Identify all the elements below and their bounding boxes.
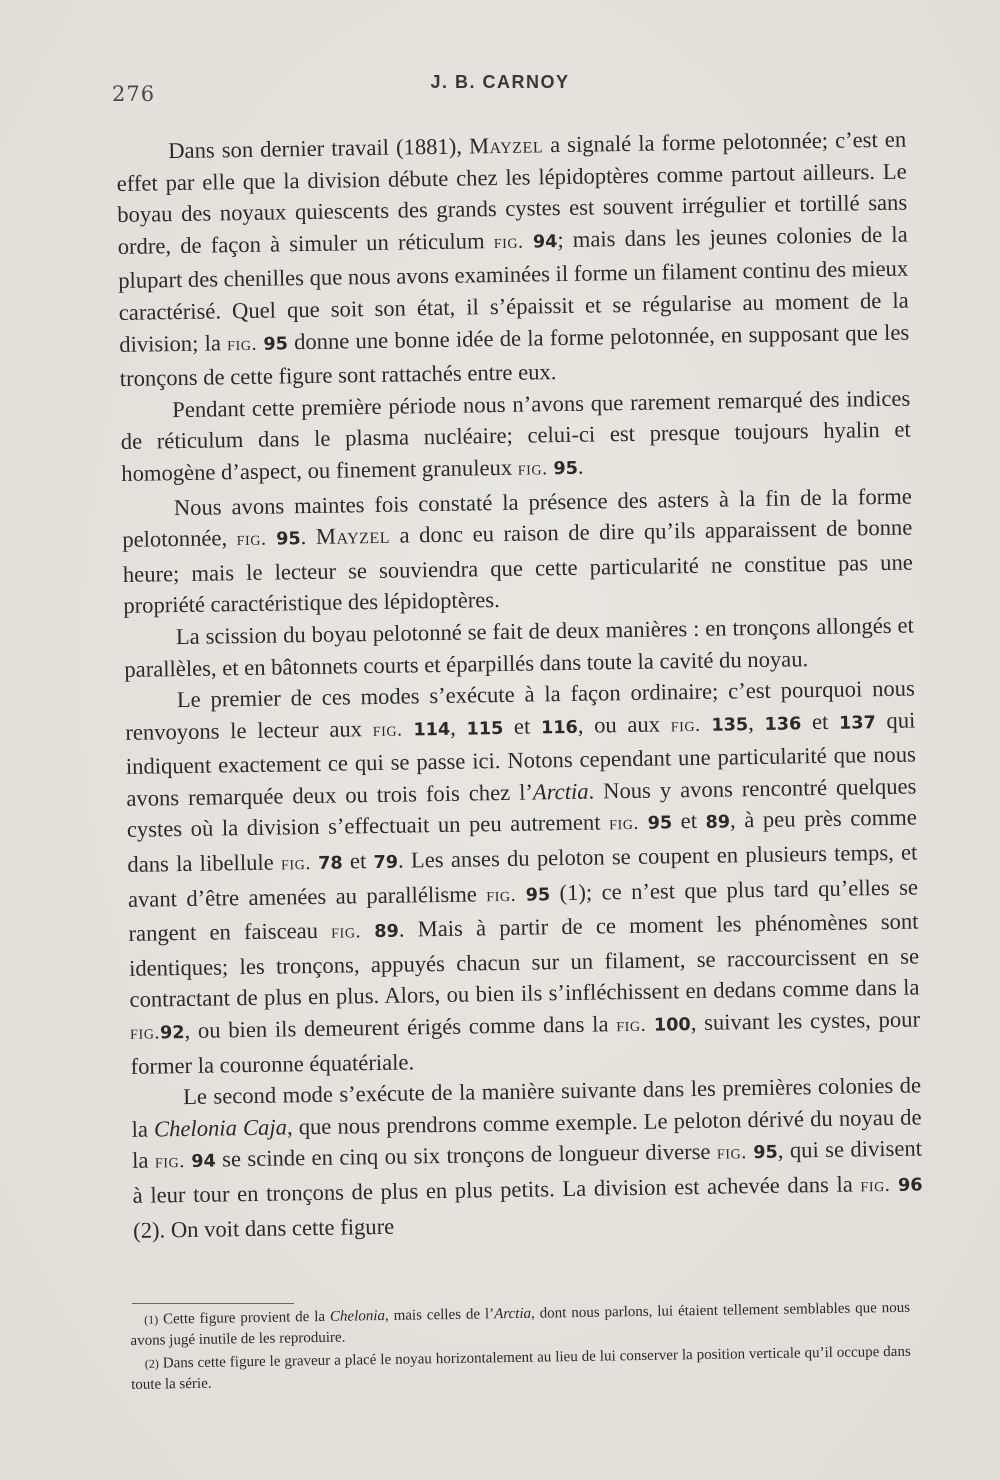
text-run: (1); ce n’est que plus tard qu’elles se rangent en faisceau bbox=[128, 874, 919, 947]
text-run: . bbox=[577, 453, 584, 479]
figure-ref-label: fig. bbox=[616, 1013, 647, 1037]
text-run: et bbox=[801, 708, 840, 734]
text-run: qui indiquent exactement ce qui se passe ici. Notons cependant une particularité que nous avons remarquée deux ou trois fois chez l’ bbox=[125, 707, 917, 811]
figure-number: 92 bbox=[159, 1023, 185, 1044]
figure-ref-label: fig. bbox=[486, 883, 517, 906]
figure-number: 89 bbox=[374, 921, 400, 943]
text-run: . Mais à partir de ce moment les phénomènes sont identiques; les tronçons, appuyés chacun sur un filament, se raccourcissent en se contractant de plus en plus. Alors, ou bien ils s’infléchissent en dedans comme dans la bbox=[128, 908, 920, 1013]
body-text bbox=[116, 124, 923, 1246]
paragraph bbox=[116, 124, 910, 395]
page-number: 276 bbox=[112, 82, 156, 106]
figure-ref-label: fig. bbox=[372, 718, 403, 741]
text-run bbox=[700, 710, 711, 735]
figure-number: 95 bbox=[647, 813, 673, 835]
figure-number: 95 bbox=[753, 1143, 778, 1164]
figure-ref-label: fig. bbox=[236, 527, 267, 551]
figure-ref-label: fig. bbox=[716, 1141, 748, 1165]
text-run: . bbox=[300, 524, 317, 550]
figure-number: 116 bbox=[540, 717, 578, 739]
figure-ref-label: fig. bbox=[517, 457, 548, 480]
text-run: , à peu près comme dans la libellule bbox=[127, 804, 917, 877]
figure-number: 95 bbox=[263, 333, 289, 355]
text-run: Cette figure provient de la bbox=[158, 1308, 331, 1328]
italic-term: Arctia bbox=[532, 778, 589, 805]
text-run bbox=[361, 917, 375, 942]
text-run: , suivant les cystes, pour former la couronne équatériale. bbox=[130, 1006, 921, 1079]
text-run bbox=[266, 525, 276, 550]
text-run: Le premier de ces modes s’exécute à la façon ordinaire; c’est pourquoi nous renvoyons le lecteur aux bbox=[125, 675, 915, 745]
figure-ref-label: fig. bbox=[331, 920, 362, 943]
figure-number: 137 bbox=[838, 712, 876, 734]
text-run: , bbox=[747, 709, 765, 735]
text-run: Dans son dernier travail (1881), bbox=[168, 133, 470, 164]
text-run: , bbox=[449, 714, 467, 740]
footnote-mark: (1) bbox=[144, 1312, 159, 1327]
figure-number: 94 bbox=[191, 1151, 216, 1173]
text-run: Le second mode s’exécute de la manière suivante dans les premières colonies de la bbox=[131, 1072, 922, 1142]
text-run: Nous avons maintes fois constaté la présence des asters à la fin de la forme pelotonnée, bbox=[122, 483, 912, 553]
figure-number: 96 bbox=[897, 1175, 923, 1196]
text-run: , dont nous parlons, lui étaient tellement semblables que nous avons jugé inutile de les reproduire. bbox=[130, 1299, 911, 1349]
text-run bbox=[402, 715, 413, 740]
text-run: . Nous y avons rencontré quelques cystes où la division s’effectuait un peu autrement bbox=[126, 773, 917, 843]
figure-number: 95 bbox=[276, 529, 301, 550]
text-run: et bbox=[342, 848, 374, 874]
text-run: et bbox=[503, 713, 542, 739]
paragraph bbox=[131, 1070, 923, 1246]
text-run: et bbox=[671, 808, 706, 834]
text-run: donne une bonne idée de la forme pelotonnée, en supposant que les tronçons de cette figure sont rattachés entre eux. bbox=[119, 319, 910, 392]
figure-ref-label: fig. bbox=[608, 812, 640, 835]
text-run: a signalé la forme pelotonnée; c’est en effet par elle que la division débute chez les lépidoptères comme partout ailleurs. Le boyau des noyaux quiescents des grands cystes est souvent irrégulier et tortillé sans ordre, de façon à simuler un réticulum bbox=[116, 126, 908, 259]
text-run bbox=[516, 880, 526, 905]
text-run: . Les anses du peloton se coupent en plusieurs temps, et avant d’être amenées au parallélisme bbox=[127, 839, 918, 912]
figure-number: 78 bbox=[318, 853, 343, 874]
text-run bbox=[523, 227, 533, 252]
figure-number: 89 bbox=[705, 812, 731, 834]
footnotes bbox=[130, 1298, 911, 1398]
text-run: , ou bien ils demeurent érigés comme dans la bbox=[184, 1011, 617, 1044]
figure-ref-label: fig. bbox=[860, 1173, 891, 1197]
text-run bbox=[639, 809, 648, 834]
text-run: Dans cette figure le graveur a placé le noyau horizontalement au lieu de lui conserver la position verticale qu’il occupe dans toute la série. bbox=[131, 1343, 911, 1393]
figure-number: 100 bbox=[653, 1015, 691, 1036]
figure-number: 115 bbox=[466, 718, 504, 740]
figure-number: 94 bbox=[532, 231, 558, 253]
text-run: a donc eu raison de dire qu’ils apparaissent de bonne heure; mais le lecteur se souviendra que cette particularité ne constitue pas une propriété caractéristique des lépidoptères. bbox=[122, 514, 913, 619]
text-run: , mais celles de l’ bbox=[384, 1306, 495, 1324]
author-name: Mayzel bbox=[315, 522, 391, 550]
text-run: , qui se divisent à leur tour en tronçons de plus en plus petits. La division est achevée dans la bbox=[132, 1135, 923, 1208]
figure-ref-label: fig. bbox=[154, 1150, 185, 1173]
text-run: La scission du boyau pelotonné se fait de deux manières : en tronçons allongés et parallèles, et en bâtonnets courts et éparpillés dans toute la cavité du noyau. bbox=[124, 612, 914, 682]
figure-ref-label: fig. bbox=[129, 1021, 161, 1044]
figure-ref-label: fig. bbox=[226, 332, 258, 355]
figure-number: 136 bbox=[764, 713, 802, 735]
figure-ref-label: fig. bbox=[280, 852, 312, 875]
footnote-mark: (2) bbox=[144, 1356, 159, 1371]
paragraph bbox=[125, 673, 921, 1082]
paragraph bbox=[122, 480, 914, 622]
figure-number: 135 bbox=[711, 714, 749, 736]
figure-number: 95 bbox=[553, 458, 579, 480]
figure-number: 114 bbox=[413, 719, 451, 741]
figure-number: 79 bbox=[373, 852, 399, 874]
figure-ref-label: fig. bbox=[670, 713, 701, 737]
text-run: Pendant cette première période nous n’avons que rarement remarqué des indices de réticulum dans le plasma nucléaire; celui-ci est presque toujours hyalin et homogène d’aspect, ou finement granuleux bbox=[120, 385, 911, 486]
footnote-rule bbox=[132, 1303, 294, 1304]
running-title: J. B. CARNOY bbox=[430, 72, 570, 92]
figure-number: 95 bbox=[525, 884, 551, 906]
italic-term: Chelonia Caja bbox=[153, 1114, 288, 1142]
page-header bbox=[0, 70, 1000, 110]
paragraph bbox=[120, 382, 911, 492]
italic-term: Chelonia bbox=[329, 1307, 386, 1325]
text-run: , que nous prendrons comme exemple. Le peloton dérivé du noyau de la bbox=[131, 1104, 922, 1174]
text-run: ; mais dans les jeunes colonies de la plupart des chenilles que nous avons examinées il forme un filament continu des mieux caractérisé. Quel que soit son état, il s’épaissit et se régularise au moment de la division; la bbox=[118, 221, 909, 357]
text-run bbox=[646, 1011, 654, 1036]
figure-ref-label: fig. bbox=[493, 230, 524, 253]
text-run: (2). On voit dans cette figure bbox=[132, 1213, 395, 1243]
text-run: , ou aux bbox=[577, 711, 671, 738]
author-name: Mayzel bbox=[468, 132, 544, 159]
italic-term: Arctia bbox=[494, 1305, 532, 1323]
text-run: se scinde en cinq ou six tronçons de longueur diverse bbox=[215, 1139, 718, 1172]
